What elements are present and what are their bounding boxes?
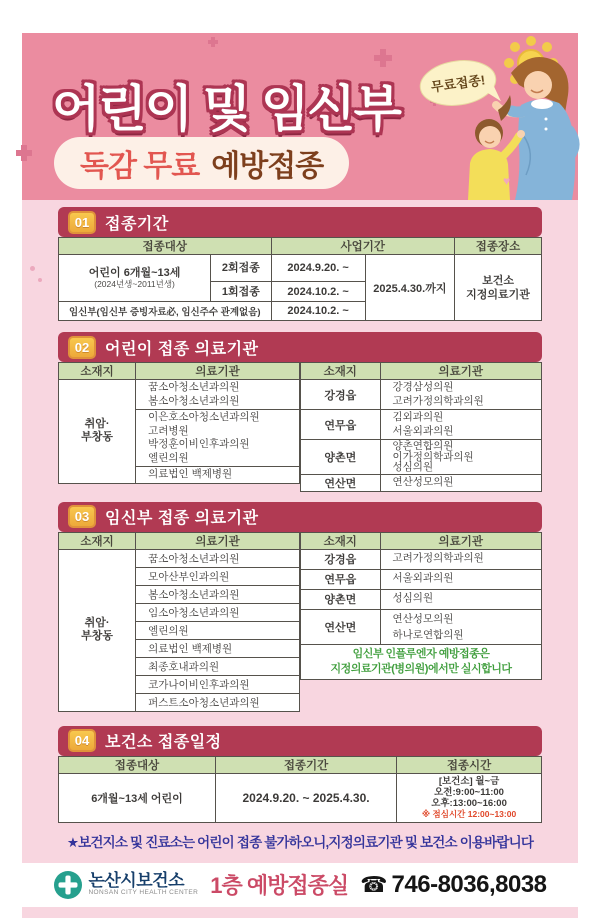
clinic-cell: 성심의원	[380, 589, 541, 609]
phone-icon: ☎	[360, 871, 388, 897]
poster-header	[22, 33, 578, 200]
vaccination-period-table	[58, 237, 542, 321]
dose1-date-cell: 2024.10.2. ~	[271, 282, 365, 302]
phone-number: 746-8036,8038	[391, 870, 547, 898]
heart-decoration: ♥	[503, 174, 511, 188]
pregnant-clinics-left	[58, 532, 300, 712]
lunch-note: ※ 점심시간 12:00~13:00	[421, 808, 517, 819]
flower-decoration	[30, 266, 35, 271]
subtitle-pill	[54, 137, 349, 189]
pregnant-clinics-right	[300, 532, 542, 680]
target-cell: 6개월~13세 어린이	[59, 773, 216, 822]
health-center-logo-icon	[53, 870, 83, 900]
section-number-badge: 04	[68, 729, 96, 752]
region-cell: 연산면	[301, 609, 381, 644]
poster-body	[22, 200, 578, 863]
speech-bubble	[417, 56, 501, 112]
clinic-cell: 임소아청소년과의원	[136, 603, 300, 621]
region-cell: 강경읍	[301, 380, 381, 410]
table-row	[301, 609, 542, 644]
clinic-list-cell: 연산성모의원	[380, 474, 541, 491]
place-cell: 보건소 지정의료기관	[455, 255, 542, 321]
section-health-center-schedule	[58, 726, 542, 823]
table-row	[301, 380, 542, 410]
child-clinics-left	[58, 362, 300, 484]
child-clinics-right	[300, 362, 542, 492]
clinic-cell: 꿈소아청소년과의원	[136, 549, 300, 567]
table-row	[301, 549, 542, 569]
child-clinics-table	[58, 362, 542, 492]
table-row	[59, 773, 542, 822]
region-cell: 연무읍	[301, 410, 381, 440]
table-header-row: 소재지 의료기관	[59, 532, 300, 549]
time-cell: [보건소] 월~금 오전:9:00~11:00 오후:13:00~16:00 ※ 점심시간 12:00~13:00	[397, 773, 542, 822]
clinic-cell: 봄소아청소년과의원	[136, 585, 300, 603]
vaccination-room-label: 1층 예방접종실	[210, 873, 349, 898]
section-04-header	[58, 726, 542, 756]
region-cell: 양촌면	[301, 440, 381, 475]
clinic-cell: 서울외과의원	[380, 569, 541, 589]
table-header-row: 소재지 의료기관	[301, 363, 542, 380]
plus-decoration	[16, 145, 32, 161]
section-vaccination-period	[58, 207, 542, 321]
plus-decoration	[208, 37, 218, 47]
organization-text	[88, 872, 198, 897]
table-row	[59, 255, 542, 282]
child-target-cell: 어린이 6개월~13세 (2024년생~2011년생)	[59, 255, 211, 302]
speech-bubble-text: 무료접종!	[430, 72, 487, 95]
organization	[53, 870, 198, 900]
health-center-schedule-table	[58, 756, 542, 823]
table-header-row	[59, 238, 542, 255]
organization-name: 논산시보건소	[88, 871, 184, 890]
column-header: 사업기간	[271, 238, 455, 255]
section-03-header	[58, 502, 542, 532]
clinic-cell: 퍼스트소아청소년과의원	[136, 693, 300, 711]
subtitle-free-flu: 독감 무료	[80, 150, 200, 183]
section-title: 임신부 접종 의료기관	[105, 510, 259, 527]
table-row	[59, 549, 300, 567]
header-illustration	[373, 33, 578, 200]
section-child-clinics	[58, 332, 542, 492]
section-02-header	[58, 332, 542, 362]
table-row	[59, 380, 300, 410]
poster-title: 어린이 및 임신부	[52, 81, 400, 137]
section-pregnant-clinics	[58, 502, 542, 712]
column-header: 접종장소	[455, 238, 542, 255]
pregnant-clinics-table	[58, 532, 542, 712]
phone-contact	[360, 871, 546, 899]
clinic-list-cell: 김외과의원 서울외과의원	[380, 410, 541, 440]
table-row	[301, 440, 542, 475]
pregnant-target-cell: 임신부(임신부 증빙자료必, 임신주수 관계없음)	[59, 302, 272, 321]
clinic-list-cell: 꿈소아청소년과의원 봄소아청소년과의원	[136, 380, 300, 410]
clinic-list-cell: 이은호소아청소년과의원 고려병원 박정훈이비인후과의원 엘린의원	[136, 410, 300, 467]
clinic-list-cell: 양촌연합의원 이가정의학과의원 성심의원	[380, 440, 541, 475]
warning-text: ★보건지소 및 진료소는 어린이 접종 불가하오니,지정의료기관 및 보건소 이용바랍니다	[66, 834, 534, 850]
section-number-badge: 01	[68, 211, 96, 234]
dose1-label-cell: 1회접종	[211, 282, 271, 302]
clinic-cell: 코가나이비인후과의원	[136, 675, 300, 693]
table-header-row: 소재지 의료기관	[59, 363, 300, 380]
section-title: 보건소 접종일정	[105, 734, 222, 751]
clinic-cell: 의료법인 백제병원	[136, 639, 300, 657]
dose2-date-cell: 2024.9.20. ~	[271, 255, 365, 282]
region-cell: 연산면	[301, 474, 381, 491]
pregnant-date-cell: 2024.10.2. ~	[271, 302, 365, 321]
dose2-label-cell: 2회접종	[211, 255, 271, 282]
section-01-header	[58, 207, 542, 237]
table-row	[301, 410, 542, 440]
table-row	[301, 474, 542, 491]
region-cell: 취암· 부창동	[59, 549, 136, 711]
clinic-cell: 고려가정의학과의원	[380, 549, 541, 569]
flower-decoration	[38, 278, 42, 282]
table-row	[301, 569, 542, 589]
section-title: 접종기간	[105, 215, 169, 233]
period-cell: 2024.9.20. ~ 2025.4.30.	[215, 773, 396, 822]
organization-name-en: NONSAN CITY HEALTH CENTER	[88, 889, 199, 896]
column-header: 접종대상	[59, 238, 272, 255]
clinic-list-cell: 강경삼성의원 고려가정의학과의원	[380, 380, 541, 410]
section-number-badge: 02	[68, 336, 96, 359]
region-cell: 취암· 부창동	[59, 380, 136, 484]
table-header-row: 소재지 의료기관	[301, 532, 542, 549]
region-cell: 강경읍	[301, 549, 381, 569]
section-number-badge: 03	[68, 505, 96, 528]
clinic-list-cell: 의료법인 백제병원	[136, 467, 300, 484]
clinic-cell: 최종호내과의원	[136, 657, 300, 675]
region-cell: 양촌면	[301, 589, 381, 609]
table-row	[301, 589, 542, 609]
period-until-cell: 2025.4.30.까지	[365, 255, 454, 321]
subtitle-vaccination: 예방접종	[211, 150, 324, 183]
pregnant-note: 임신부 인플루엔자 예방접종은 지정의료기관(병의원)에서만 실시합니다	[301, 644, 542, 679]
table-row	[301, 644, 542, 679]
section-title: 어린이 접종 의료기관	[105, 340, 259, 358]
region-cell: 연무읍	[301, 569, 381, 589]
clinic-cell: 엘린의원	[136, 621, 300, 639]
poster-footer	[22, 863, 578, 907]
poster	[22, 33, 578, 918]
bottom-pink-strip	[22, 907, 578, 918]
table-header-row: 접종대상 접종기간 접종시간	[59, 756, 542, 773]
clinic-cell: 모아산부인과의원	[136, 567, 300, 585]
clinic-list-cell: 연산성모의원 하나로연합의원	[380, 609, 541, 644]
